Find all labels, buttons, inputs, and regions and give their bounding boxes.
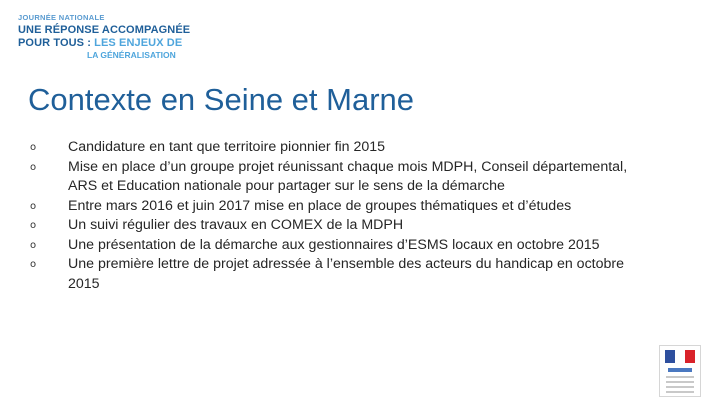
bullet-text: Une présentation de la démarche aux gestionnaires d’ESMS locaux en octobre 2015	[68, 236, 600, 253]
bullet-icon: o	[30, 259, 37, 270]
bullet-item	[30, 236, 640, 256]
header-subtitle: LA GÉNÉRALISATION	[87, 49, 176, 60]
bullet-icon: o	[30, 161, 37, 173]
bullet-icon: o	[30, 239, 37, 251]
bullet-list	[30, 138, 640, 294]
logo-text-line	[666, 386, 694, 388]
bullet-item	[30, 158, 640, 197]
header-event-label: JOURNÉE NATIONALE	[18, 13, 105, 22]
logo-text-line	[666, 381, 694, 383]
bullet-text: Une première lettre de projet adressée à l’ensemble des acteurs du handicap en octobre 2015	[68, 256, 625, 292]
header-title-prefix: POUR TOUS :	[18, 36, 92, 49]
bullet-icon: o	[30, 200, 37, 212]
event-header	[18, 14, 190, 59]
bullet-text: Mise en place d’un groupe projet réunissant chaque mois MDPH, Conseil départemental, ARS et Education nationale pour partager sur le sens de la démarche	[68, 158, 628, 194]
logo-text-line	[666, 376, 694, 378]
bullet-item	[30, 138, 640, 158]
french-flag-icon	[665, 350, 695, 363]
bullet-icon: o	[30, 142, 37, 153]
header-title-accent: LES ENJEUX DE	[94, 36, 183, 49]
bullet-item	[30, 216, 640, 236]
bullet-item	[30, 255, 640, 294]
bullet-item	[30, 197, 640, 217]
bullet-text: Candidature en tant que territoire pionnier fin 2015	[68, 139, 386, 155]
header-title-line2	[18, 38, 190, 49]
logo-text-line	[666, 391, 694, 393]
header-title: UNE RÉPONSE ACCOMPAGNÉE	[18, 23, 191, 36]
bullet-text: Entre mars 2016 et juin 2017 mise en place de groupes thématiques et d’études	[68, 197, 572, 214]
logo-ribbon	[668, 368, 692, 372]
bullet-icon: o	[30, 220, 37, 231]
bullet-text: Un suivi régulier des travaux en COMEX de la MDPH	[68, 217, 404, 233]
ministry-logo-icon	[659, 345, 701, 397]
slide-title: Contexte en Seine et Marne	[28, 82, 415, 117]
